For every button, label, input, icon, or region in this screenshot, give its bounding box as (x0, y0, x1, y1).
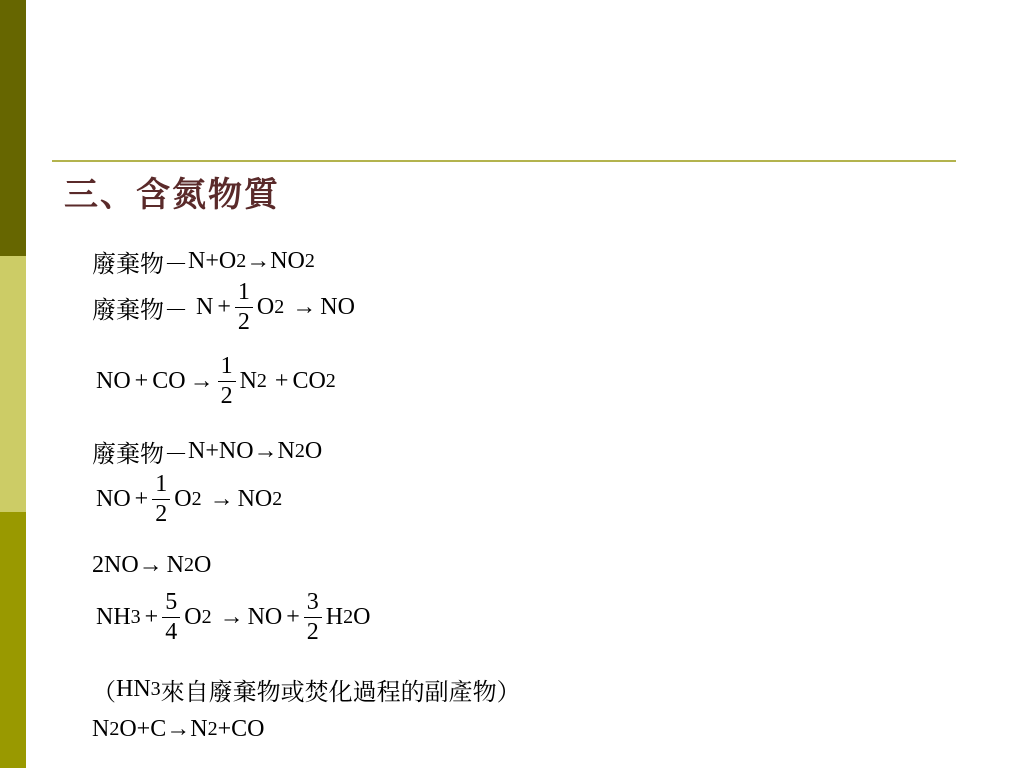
eq3-numerator: 1 (218, 354, 236, 382)
byproduct-note (92, 672, 521, 707)
eq7-d-end: O (353, 604, 371, 631)
eq7-a-sub: 3 (130, 606, 141, 629)
eq7-a: NH (96, 604, 131, 631)
eq8-b-end: +CO (217, 716, 265, 742)
eq1-a: N+O (188, 248, 237, 274)
eq7-b: O (184, 604, 202, 631)
side-bar-top (0, 0, 26, 256)
eq6-b-end: O (194, 552, 212, 578)
eq7-c: NO (247, 604, 283, 631)
eq2-a: N (196, 294, 214, 321)
eq4-b-sub: 2 (294, 440, 305, 462)
eq5-numerator: 1 (152, 472, 170, 500)
eq7-numerator-1: 5 (162, 590, 180, 618)
eq2-numerator: 1 (235, 280, 253, 308)
equation-4 (92, 434, 322, 469)
eq7-fraction-1 (162, 590, 180, 645)
eq7-numerator-2: 3 (304, 590, 322, 618)
eq2-denominator: 2 (237, 309, 250, 336)
eq5-fraction (152, 472, 170, 527)
eq7-d: H (325, 604, 344, 631)
eq5-arrow: → (209, 486, 234, 513)
eq5-plus: + (134, 486, 149, 513)
eq8-b: N (190, 716, 208, 742)
eq7-arrow: → (219, 604, 244, 631)
eq3-arrow: → (189, 368, 214, 395)
eq4-b: N (277, 438, 295, 464)
equation-8 (92, 716, 264, 743)
note-formula-sub: 3 (150, 678, 161, 700)
eq2-b-sub: 2 (274, 296, 285, 319)
eq5-b: O (174, 486, 192, 513)
eq7-d-sub: 2 (343, 606, 354, 629)
eq1-prefix: 廢棄物－ (92, 250, 188, 278)
eq1-b: NO (270, 248, 305, 274)
eq2-fraction (235, 280, 253, 335)
eq6-b: N (166, 552, 185, 578)
eq5-c-sub: 2 (272, 488, 283, 511)
eq3-denominator: 2 (220, 383, 233, 410)
eq8-a-sub: 2 (109, 718, 120, 740)
note-formula: HN (116, 676, 151, 702)
eq2-b: O (256, 294, 275, 321)
eq1-a-sub: 2 (236, 250, 247, 272)
eq3-b: CO (152, 368, 186, 395)
equation-7 (96, 590, 370, 645)
eq7-plus2: + (286, 604, 300, 631)
eq1-b-sub: 2 (304, 250, 315, 272)
eq8-b-sub: 2 (207, 718, 218, 740)
eq2-plus: + (217, 294, 231, 321)
equation-3 (96, 354, 336, 409)
eq5-a: NO (96, 486, 131, 513)
eq4-prefix: 廢棄物－ (92, 440, 188, 468)
side-bar-middle (0, 256, 26, 512)
title-rule (52, 160, 956, 162)
equation-2 (92, 280, 355, 335)
slide-title: 三、含氮物質 (64, 175, 280, 215)
eq3-plus2: + (274, 368, 289, 395)
eq7-fraction-2 (304, 590, 322, 645)
eq3-fraction (218, 354, 236, 409)
eq7-denominator-1: 4 (165, 619, 178, 646)
eq2-prefix: 廢棄物－ (92, 296, 188, 325)
note-close-paren: ） (496, 678, 521, 706)
eq7-denominator-2: 2 (306, 619, 319, 646)
eq8-a: N (92, 716, 110, 742)
eq2-c: NO (320, 294, 355, 321)
eq8-arrow: → (166, 716, 191, 742)
eq3-plus1: + (134, 368, 149, 395)
eq3-a: NO (96, 368, 131, 395)
eq3-c-sub: 2 (256, 370, 267, 393)
note-open-paren: （ (92, 678, 116, 706)
eq3-d: CO (292, 368, 326, 395)
equation-1 (92, 244, 315, 279)
eq8-a-end: O+C (119, 716, 167, 742)
eq3-c: N (239, 368, 257, 395)
eq5-denominator: 2 (155, 501, 168, 528)
note-text: 來自廢棄物或焚化過程的副產物 (160, 678, 497, 706)
side-bar-bottom (0, 512, 26, 768)
eq6-a: 2NO (92, 552, 139, 578)
eq7-b-sub: 2 (201, 606, 212, 629)
eq6-b-sub: 2 (184, 554, 195, 576)
eq4-arrow: → (253, 438, 278, 464)
eq5-b-sub: 2 (191, 488, 202, 511)
eq6-arrow: → (138, 552, 163, 578)
eq7-plus1: + (144, 604, 159, 631)
equation-5 (96, 472, 282, 527)
eq4-a: N+NO (188, 438, 254, 464)
eq1-arrow: → (246, 248, 271, 274)
eq2-arrow: → (292, 294, 317, 321)
equation-6 (92, 552, 211, 579)
eq5-c: NO (237, 486, 273, 513)
eq4-b-end: O (304, 438, 323, 464)
eq3-d-sub: 2 (325, 370, 336, 393)
